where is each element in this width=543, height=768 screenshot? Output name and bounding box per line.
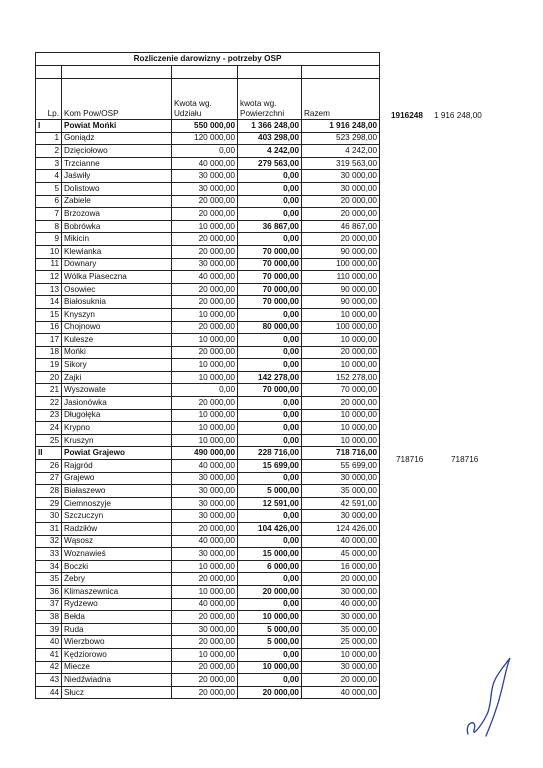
row-razem: 4 242,00 bbox=[302, 145, 380, 158]
row-name: Ciemnoszyje bbox=[62, 497, 172, 510]
row-kwota-powierzchni: 0,00 bbox=[238, 434, 302, 447]
row-kwota-udzialu: 30 000,00 bbox=[172, 182, 238, 195]
row-kwota-powierzchni: 70 000,00 bbox=[238, 258, 302, 271]
row-lp: 36 bbox=[36, 585, 62, 598]
row-lp: 29 bbox=[36, 497, 62, 510]
header-kwota-udzialu: Kwota wg. Udziału bbox=[172, 79, 238, 120]
row-kwota-udzialu: 40 000,00 bbox=[172, 598, 238, 611]
row-kwota-udzialu: 20 000,00 bbox=[172, 686, 238, 699]
row-kwota-powierzchni: 70 000,00 bbox=[238, 271, 302, 284]
table-row bbox=[36, 132, 380, 145]
row-kwota-udzialu: 10 000,00 bbox=[172, 422, 238, 435]
table-row bbox=[36, 636, 380, 649]
header-lp: Lp. bbox=[36, 79, 62, 120]
row-name: Powiat Grajewo bbox=[62, 447, 172, 460]
row-name: Osowiec bbox=[62, 283, 172, 296]
side-note-monki-plain: 1 916 248,00 bbox=[434, 111, 482, 120]
table-row bbox=[36, 170, 380, 183]
table-row bbox=[36, 611, 380, 624]
row-kwota-powierzchni: 20 000,00 bbox=[238, 585, 302, 598]
table-row bbox=[36, 623, 380, 636]
row-lp: 18 bbox=[36, 346, 62, 359]
table-row bbox=[36, 283, 380, 296]
row-lp: 26 bbox=[36, 460, 62, 473]
table-row bbox=[36, 208, 380, 221]
row-razem: 100 000,00 bbox=[302, 321, 380, 334]
row-name: Wyszowate bbox=[62, 384, 172, 397]
side-note-grajewo-1: 718716 bbox=[396, 455, 424, 464]
row-kwota-udzialu: 30 000,00 bbox=[172, 485, 238, 498]
row-lp: 32 bbox=[36, 535, 62, 548]
row-name: Żebry bbox=[62, 573, 172, 586]
row-name: Klewianka bbox=[62, 245, 172, 258]
row-razem: 10 000,00 bbox=[302, 308, 380, 321]
row-lp: 43 bbox=[36, 674, 62, 687]
row-kwota-udzialu: 30 000,00 bbox=[172, 510, 238, 523]
row-kwota-powierzchni: 0,00 bbox=[238, 334, 302, 347]
row-kwota-udzialu: 0,00 bbox=[172, 384, 238, 397]
row-name: Dolistowo bbox=[62, 182, 172, 195]
row-kwota-powierzchni: 0,00 bbox=[238, 598, 302, 611]
row-kwota-powierzchni: 80 000,00 bbox=[238, 321, 302, 334]
row-razem: 20 000,00 bbox=[302, 674, 380, 687]
row-razem: 46 867,00 bbox=[302, 220, 380, 233]
row-kwota-udzialu: 120 000,00 bbox=[172, 132, 238, 145]
row-kwota-udzialu: 40 000,00 bbox=[172, 535, 238, 548]
table-row bbox=[36, 497, 380, 510]
table-row bbox=[36, 321, 380, 334]
row-name: Trzcianne bbox=[62, 157, 172, 170]
row-kwota-udzialu: 40 000,00 bbox=[172, 460, 238, 473]
row-razem: 152 278,00 bbox=[302, 371, 380, 384]
row-kwota-powierzchni: 0,00 bbox=[238, 535, 302, 548]
row-razem: 10 000,00 bbox=[302, 359, 380, 372]
row-kwota-powierzchni: 1 366 248,00 bbox=[238, 120, 302, 133]
row-kwota-powierzchni: 0,00 bbox=[238, 170, 302, 183]
row-name: Białaszewo bbox=[62, 485, 172, 498]
row-kwota-powierzchni: 10 000,00 bbox=[238, 661, 302, 674]
row-lp: 17 bbox=[36, 334, 62, 347]
row-razem: 20 000,00 bbox=[302, 346, 380, 359]
row-lp: 6 bbox=[36, 195, 62, 208]
table-row bbox=[36, 686, 380, 699]
row-kwota-udzialu: 10 000,00 bbox=[172, 560, 238, 573]
row-name: Wąsosz bbox=[62, 535, 172, 548]
row-razem: 90 000,00 bbox=[302, 245, 380, 258]
row-kwota-udzialu: 30 000,00 bbox=[172, 170, 238, 183]
row-kwota-powierzchni: 12 591,00 bbox=[238, 497, 302, 510]
row-lp: 25 bbox=[36, 434, 62, 447]
header-row bbox=[36, 79, 380, 120]
row-name: Niedźwiadna bbox=[62, 674, 172, 687]
row-lp: 4 bbox=[36, 170, 62, 183]
row-razem: 90 000,00 bbox=[302, 296, 380, 309]
row-kwota-powierzchni: 4 242,00 bbox=[238, 145, 302, 158]
row-razem: 10 000,00 bbox=[302, 422, 380, 435]
row-razem: 10 000,00 bbox=[302, 409, 380, 422]
blank-row bbox=[36, 66, 380, 79]
row-razem: 124 426,00 bbox=[302, 523, 380, 536]
row-lp: 10 bbox=[36, 245, 62, 258]
row-kwota-udzialu: 20 000,00 bbox=[172, 283, 238, 296]
table-row bbox=[36, 182, 380, 195]
row-razem: 35 000,00 bbox=[302, 485, 380, 498]
row-kwota-powierzchni: 0,00 bbox=[238, 346, 302, 359]
row-lp: 33 bbox=[36, 548, 62, 561]
row-lp: 30 bbox=[36, 510, 62, 523]
row-kwota-powierzchni: 0,00 bbox=[238, 648, 302, 661]
row-name: Boczki bbox=[62, 560, 172, 573]
row-razem: 10 000,00 bbox=[302, 648, 380, 661]
row-lp: 15 bbox=[36, 308, 62, 321]
row-kwota-powierzchni: 0,00 bbox=[238, 208, 302, 221]
row-kwota-udzialu: 20 000,00 bbox=[172, 636, 238, 649]
row-razem: 718 716,00 bbox=[302, 447, 380, 460]
row-razem: 42 591,00 bbox=[302, 497, 380, 510]
row-kwota-udzialu: 20 000,00 bbox=[172, 573, 238, 586]
row-kwota-udzialu: 30 000,00 bbox=[172, 548, 238, 561]
row-lp: 12 bbox=[36, 271, 62, 284]
row-kwota-udzialu: 20 000,00 bbox=[172, 245, 238, 258]
row-razem: 30 000,00 bbox=[302, 170, 380, 183]
row-lp: II bbox=[36, 447, 62, 460]
row-kwota-powierzchni: 0,00 bbox=[238, 308, 302, 321]
row-lp: 20 bbox=[36, 371, 62, 384]
row-lp: 21 bbox=[36, 384, 62, 397]
row-razem: 319 563,00 bbox=[302, 157, 380, 170]
row-kwota-udzialu: 490 000,00 bbox=[172, 447, 238, 460]
row-name: Grajewo bbox=[62, 472, 172, 485]
row-lp: 44 bbox=[36, 686, 62, 699]
row-razem: 20 000,00 bbox=[302, 573, 380, 586]
table-row bbox=[36, 573, 380, 586]
row-name: Białosuknia bbox=[62, 296, 172, 309]
row-kwota-udzialu: 20 000,00 bbox=[172, 321, 238, 334]
row-kwota-udzialu: 30 000,00 bbox=[172, 472, 238, 485]
row-name: Rydzewo bbox=[62, 598, 172, 611]
row-kwota-powierzchni: 20 000,00 bbox=[238, 686, 302, 699]
row-kwota-powierzchni: 0,00 bbox=[238, 195, 302, 208]
row-kwota-powierzchni: 0,00 bbox=[238, 359, 302, 372]
table-row bbox=[36, 157, 380, 170]
row-kwota-powierzchni: 15 000,00 bbox=[238, 548, 302, 561]
row-kwota-udzialu: 10 000,00 bbox=[172, 359, 238, 372]
row-kwota-powierzchni: 0,00 bbox=[238, 674, 302, 687]
table-row bbox=[36, 384, 380, 397]
row-lp: 13 bbox=[36, 283, 62, 296]
row-razem: 70 000,00 bbox=[302, 384, 380, 397]
row-name: Sikory bbox=[62, 359, 172, 372]
table-row bbox=[36, 648, 380, 661]
table-row bbox=[36, 422, 380, 435]
row-lp: 23 bbox=[36, 409, 62, 422]
row-kwota-powierzchni: 0,00 bbox=[238, 182, 302, 195]
row-name: Goniądz bbox=[62, 132, 172, 145]
row-name: Zabiele bbox=[62, 195, 172, 208]
row-razem: 40 000,00 bbox=[302, 686, 380, 699]
row-lp: 1 bbox=[36, 132, 62, 145]
title-row bbox=[36, 53, 380, 66]
row-kwota-udzialu: 20 000,00 bbox=[172, 661, 238, 674]
row-kwota-udzialu: 0,00 bbox=[172, 145, 238, 158]
row-razem: 35 000,00 bbox=[302, 623, 380, 636]
row-kwota-powierzchni: 0,00 bbox=[238, 573, 302, 586]
row-kwota-powierzchni: 36 867,00 bbox=[238, 220, 302, 233]
table-row bbox=[36, 674, 380, 687]
table-row bbox=[36, 195, 380, 208]
row-kwota-udzialu: 20 000,00 bbox=[172, 233, 238, 246]
row-lp: 7 bbox=[36, 208, 62, 221]
row-kwota-udzialu: 20 000,00 bbox=[172, 208, 238, 221]
row-lp: 16 bbox=[36, 321, 62, 334]
row-kwota-udzialu: 20 000,00 bbox=[172, 523, 238, 536]
row-kwota-udzialu: 30 000,00 bbox=[172, 623, 238, 636]
row-name: Powiat Mońki bbox=[62, 120, 172, 133]
table-row bbox=[36, 472, 380, 485]
row-kwota-powierzchni: 0,00 bbox=[238, 397, 302, 410]
row-kwota-udzialu: 10 000,00 bbox=[172, 308, 238, 321]
row-kwota-powierzchni: 104 426,00 bbox=[238, 523, 302, 536]
table-row bbox=[36, 245, 380, 258]
row-razem: 1 916 248,00 bbox=[302, 120, 380, 133]
table-row bbox=[36, 271, 380, 284]
table-row bbox=[36, 485, 380, 498]
table-row bbox=[36, 308, 380, 321]
row-kwota-powierzchni: 0,00 bbox=[238, 472, 302, 485]
row-razem: 30 000,00 bbox=[302, 510, 380, 523]
row-razem: 40 000,00 bbox=[302, 598, 380, 611]
row-kwota-powierzchni: 0,00 bbox=[238, 510, 302, 523]
row-lp: 28 bbox=[36, 485, 62, 498]
row-name: Szczuczyn bbox=[62, 510, 172, 523]
row-name: Dzięciołowo bbox=[62, 145, 172, 158]
row-lp: 39 bbox=[36, 623, 62, 636]
row-name: Kulesze bbox=[62, 334, 172, 347]
row-razem: 20 000,00 bbox=[302, 208, 380, 221]
table-row bbox=[36, 258, 380, 271]
row-kwota-powierzchni: 0,00 bbox=[238, 233, 302, 246]
row-name: Mońki bbox=[62, 346, 172, 359]
row-kwota-udzialu: 10 000,00 bbox=[172, 334, 238, 347]
table-row bbox=[36, 447, 380, 460]
row-kwota-powierzchni: 6 000,00 bbox=[238, 560, 302, 573]
table-row bbox=[36, 409, 380, 422]
row-lp: 38 bbox=[36, 611, 62, 624]
row-lp: 37 bbox=[36, 598, 62, 611]
table-row bbox=[36, 296, 380, 309]
row-kwota-udzialu: 10 000,00 bbox=[172, 220, 238, 233]
settlement-table bbox=[35, 52, 380, 699]
row-kwota-powierzchni: 142 278,00 bbox=[238, 371, 302, 384]
row-razem: 523 298,00 bbox=[302, 132, 380, 145]
row-razem: 16 000,00 bbox=[302, 560, 380, 573]
row-name: Brzozowa bbox=[62, 208, 172, 221]
row-name: Jasionówka bbox=[62, 397, 172, 410]
row-name: Downary bbox=[62, 258, 172, 271]
row-lp: 42 bbox=[36, 661, 62, 674]
row-kwota-udzialu: 550 000,00 bbox=[172, 120, 238, 133]
table-row bbox=[36, 585, 380, 598]
side-note-monki-bold: 1916248 bbox=[391, 111, 423, 120]
header-kwota-powierzchni: kwota wg. Powierzchni bbox=[238, 79, 302, 120]
header-name: Kom Pow/OSP bbox=[62, 79, 172, 120]
row-razem: 110 000,00 bbox=[302, 271, 380, 284]
table-row bbox=[36, 510, 380, 523]
row-kwota-powierzchni: 10 000,00 bbox=[238, 611, 302, 624]
row-razem: 40 000,00 bbox=[302, 535, 380, 548]
table-row bbox=[36, 145, 380, 158]
row-name: Kędziorowo bbox=[62, 648, 172, 661]
table-row bbox=[36, 460, 380, 473]
row-kwota-powierzchni: 0,00 bbox=[238, 409, 302, 422]
row-name: Bobrówka bbox=[62, 220, 172, 233]
table-row bbox=[36, 535, 380, 548]
row-kwota-udzialu: 20 000,00 bbox=[172, 296, 238, 309]
row-kwota-udzialu: 10 000,00 bbox=[172, 371, 238, 384]
table-row bbox=[36, 523, 380, 536]
side-note-grajewo-2: 718716 bbox=[451, 455, 479, 464]
row-lp: I bbox=[36, 120, 62, 133]
row-kwota-udzialu: 20 000,00 bbox=[172, 611, 238, 624]
row-razem: 100 000,00 bbox=[302, 258, 380, 271]
row-kwota-udzialu: 20 000,00 bbox=[172, 346, 238, 359]
row-kwota-powierzchni: 5 000,00 bbox=[238, 485, 302, 498]
row-lp: 40 bbox=[36, 636, 62, 649]
row-lp: 9 bbox=[36, 233, 62, 246]
row-kwota-udzialu: 40 000,00 bbox=[172, 271, 238, 284]
row-razem: 45 000,00 bbox=[302, 548, 380, 561]
row-name: Knyszyn bbox=[62, 308, 172, 321]
table-row bbox=[36, 346, 380, 359]
header-razem: Razem bbox=[302, 79, 380, 120]
table-row bbox=[36, 560, 380, 573]
row-razem: 25 000,00 bbox=[302, 636, 380, 649]
row-kwota-udzialu: 10 000,00 bbox=[172, 434, 238, 447]
table-row bbox=[36, 233, 380, 246]
row-name: Jaświły bbox=[62, 170, 172, 183]
table-row bbox=[36, 548, 380, 561]
row-razem: 30 000,00 bbox=[302, 182, 380, 195]
row-lp: 11 bbox=[36, 258, 62, 271]
row-razem: 30 000,00 bbox=[302, 472, 380, 485]
row-name: Rajgród bbox=[62, 460, 172, 473]
row-kwota-udzialu: 30 000,00 bbox=[172, 258, 238, 271]
row-lp: 8 bbox=[36, 220, 62, 233]
row-name: Słucz bbox=[62, 686, 172, 699]
row-name: Chojnowo bbox=[62, 321, 172, 334]
row-kwota-powierzchni: 279 563,00 bbox=[238, 157, 302, 170]
row-lp: 41 bbox=[36, 648, 62, 661]
row-razem: 10 000,00 bbox=[302, 334, 380, 347]
row-lp: 35 bbox=[36, 573, 62, 586]
row-name: Zajki bbox=[62, 371, 172, 384]
row-lp: 22 bbox=[36, 397, 62, 410]
row-razem: 20 000,00 bbox=[302, 397, 380, 410]
document-title: Rozliczenie darowizny - potrzeby OSP bbox=[36, 53, 380, 66]
row-kwota-udzialu: 30 000,00 bbox=[172, 497, 238, 510]
row-lp: 34 bbox=[36, 560, 62, 573]
row-kwota-powierzchni: 70 000,00 bbox=[238, 384, 302, 397]
table-row bbox=[36, 220, 380, 233]
row-kwota-udzialu: 10 000,00 bbox=[172, 585, 238, 598]
row-kwota-powierzchni: 403 298,00 bbox=[238, 132, 302, 145]
row-kwota-udzialu: 20 000,00 bbox=[172, 674, 238, 687]
row-lp: 27 bbox=[36, 472, 62, 485]
row-razem: 30 000,00 bbox=[302, 661, 380, 674]
row-name: Mikicin bbox=[62, 233, 172, 246]
row-name: Krypno bbox=[62, 422, 172, 435]
row-kwota-powierzchni: 228 716,00 bbox=[238, 447, 302, 460]
row-name: Wierzbowo bbox=[62, 636, 172, 649]
row-lp: 24 bbox=[36, 422, 62, 435]
row-lp: 3 bbox=[36, 157, 62, 170]
row-name: Miecze bbox=[62, 661, 172, 674]
row-name: Kruszyn bbox=[62, 434, 172, 447]
table-row bbox=[36, 120, 380, 133]
row-razem: 55 699,00 bbox=[302, 460, 380, 473]
handwritten-signature bbox=[460, 652, 520, 742]
row-lp: 5 bbox=[36, 182, 62, 195]
row-name: Bełda bbox=[62, 611, 172, 624]
row-name: Wólka Piaseczna bbox=[62, 271, 172, 284]
row-lp: 2 bbox=[36, 145, 62, 158]
row-razem: 10 000,00 bbox=[302, 434, 380, 447]
row-razem: 30 000,00 bbox=[302, 611, 380, 624]
row-kwota-powierzchni: 5 000,00 bbox=[238, 636, 302, 649]
row-kwota-powierzchni: 5 000,00 bbox=[238, 623, 302, 636]
row-kwota-powierzchni: 15 699,00 bbox=[238, 460, 302, 473]
row-kwota-udzialu: 10 000,00 bbox=[172, 409, 238, 422]
table-row bbox=[36, 371, 380, 384]
row-kwota-powierzchni: 70 000,00 bbox=[238, 296, 302, 309]
row-name: Woznawieś bbox=[62, 548, 172, 561]
row-razem: 90 000,00 bbox=[302, 283, 380, 296]
table-row bbox=[36, 661, 380, 674]
table-row bbox=[36, 598, 380, 611]
table-row bbox=[36, 397, 380, 410]
row-kwota-powierzchni: 0,00 bbox=[238, 422, 302, 435]
row-razem: 20 000,00 bbox=[302, 195, 380, 208]
row-kwota-udzialu: 10 000,00 bbox=[172, 648, 238, 661]
row-kwota-udzialu: 20 000,00 bbox=[172, 397, 238, 410]
table-row bbox=[36, 334, 380, 347]
table-row bbox=[36, 359, 380, 372]
row-name: Radziłów bbox=[62, 523, 172, 536]
row-kwota-powierzchni: 70 000,00 bbox=[238, 283, 302, 296]
row-name: Ruda bbox=[62, 623, 172, 636]
row-kwota-udzialu: 20 000,00 bbox=[172, 195, 238, 208]
row-lp: 31 bbox=[36, 523, 62, 536]
row-lp: 19 bbox=[36, 359, 62, 372]
row-kwota-udzialu: 40 000,00 bbox=[172, 157, 238, 170]
table-row bbox=[36, 434, 380, 447]
row-kwota-powierzchni: 70 000,00 bbox=[238, 245, 302, 258]
row-lp: 14 bbox=[36, 296, 62, 309]
row-name: Długołęka bbox=[62, 409, 172, 422]
row-razem: 30 000,00 bbox=[302, 585, 380, 598]
row-name: Klimaszewnica bbox=[62, 585, 172, 598]
row-razem: 20 000,00 bbox=[302, 233, 380, 246]
